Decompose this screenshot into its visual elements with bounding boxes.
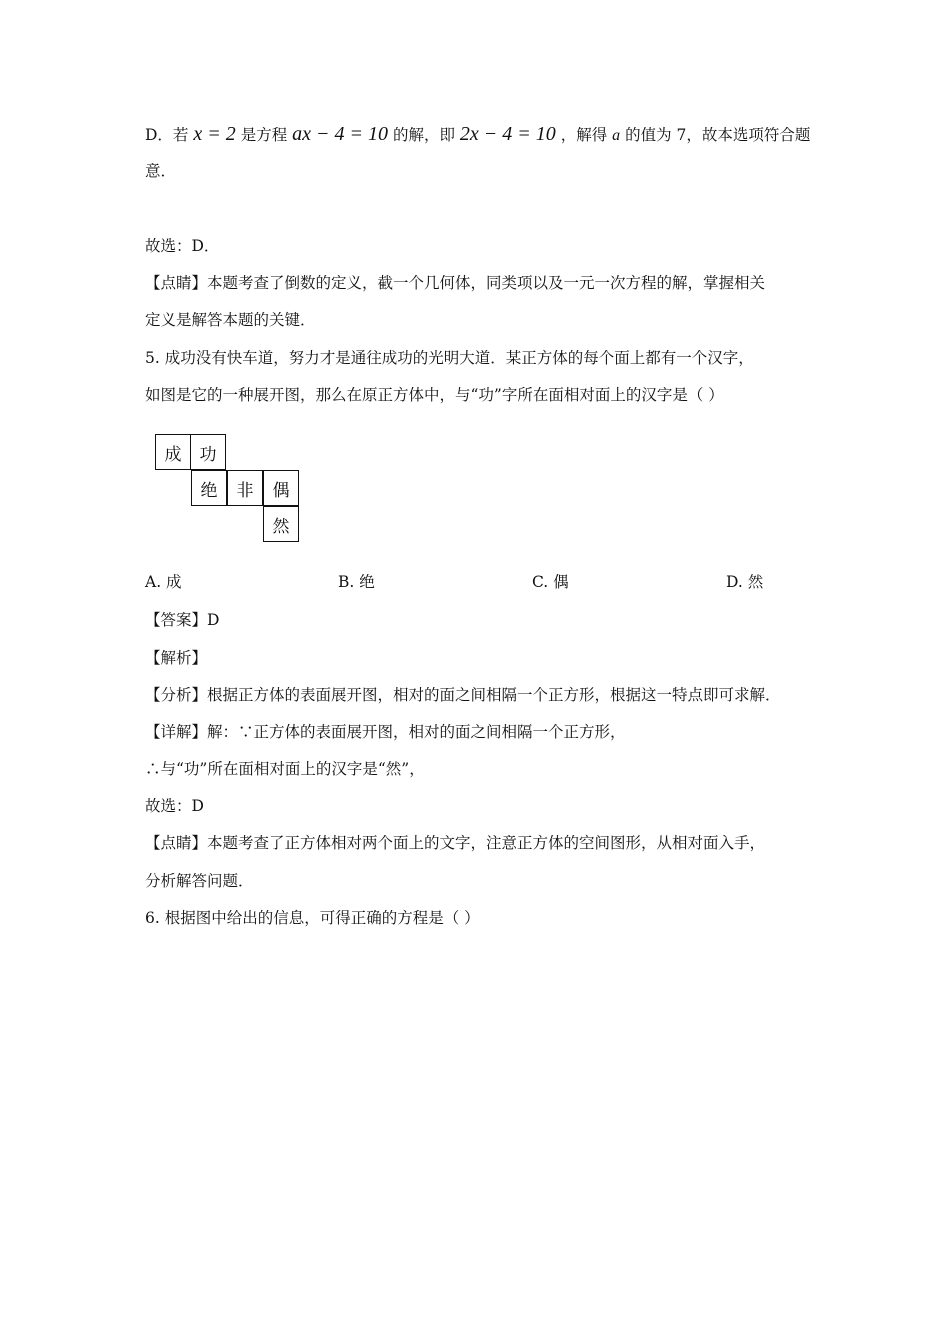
- option-d-text4: 的值为 7，故本选项符合题: [625, 126, 811, 144]
- q5-comment-line1: 【点睛】本题考查了正方体相对两个面上的文字，注意正方体的空间图形，从相对面入手，: [145, 834, 766, 852]
- q5-stem-line1: 5. 成功没有快车道，努力才是通往成功的光明大道．某正方体的每个面上都有一个汉字，: [145, 349, 754, 367]
- math-equation-ax: ax − 4 = 10: [292, 123, 389, 145]
- q5-detail-line2: ∴与“功”所在面相对面上的汉字是“然”，: [145, 760, 425, 778]
- net-cell-ran: 然: [263, 506, 299, 542]
- option-d-line: [145, 124, 810, 146]
- q5-answer: 【答案】D: [145, 611, 220, 629]
- math-x-equals-2: x = 2: [193, 123, 236, 145]
- option-d-text1: 是方程: [240, 126, 288, 144]
- var-a: a: [612, 127, 621, 144]
- prev-choice: 故选：D．: [145, 237, 220, 255]
- q6-stem: 6. 根据图中给出的信息，可得正确的方程是（ ）: [145, 909, 480, 927]
- option-d-text3: ，解得: [560, 126, 608, 144]
- prev-comment-line2: 定义是解答本题的关键．: [145, 311, 316, 329]
- cube-net-figure: [155, 434, 305, 546]
- net-cell-jue: 绝: [191, 470, 227, 506]
- q5-detail-line1: 【详解】解：∵正方体的表面展开图，相对的面之间相隔一个正方形，: [145, 723, 626, 741]
- net-cell-cheng: 成: [155, 434, 191, 470]
- option-c: C. 偶: [532, 573, 569, 591]
- option-d: D. 然: [726, 573, 764, 591]
- net-cell-gong: 功: [190, 434, 226, 470]
- option-a: A. 成: [145, 573, 182, 591]
- q5-choice: 故选：D: [145, 797, 204, 815]
- q5-stem-line2: 如图是它的一种展开图，那么在原正方体中，与“功”字所在面相对面上的汉字是（ ）: [145, 386, 724, 404]
- option-b: B. 绝: [338, 573, 375, 591]
- prev-comment-line1: 【点睛】本题考查了倒数的定义，截一个几何体，同类项以及一元一次方程的解，掌握相关: [145, 274, 766, 292]
- option-d-text2: 的解，即: [392, 126, 455, 144]
- q5-comment-line2: 分析解答问题．: [145, 872, 254, 890]
- net-cell-ou: 偶: [263, 470, 299, 506]
- net-cell-fei: 非: [227, 470, 263, 506]
- q5-analysis: 【分析】根据正方体的表面展开图，相对的面之间相隔一个正方形，根据这一特点即可求解．: [145, 686, 781, 704]
- option-d-continuation: 意．: [145, 162, 177, 180]
- q5-analysis-heading: 【解析】: [145, 649, 208, 667]
- option-d-prefix: D．若: [145, 126, 189, 144]
- math-equation-2x: 2x − 4 = 10: [459, 123, 556, 145]
